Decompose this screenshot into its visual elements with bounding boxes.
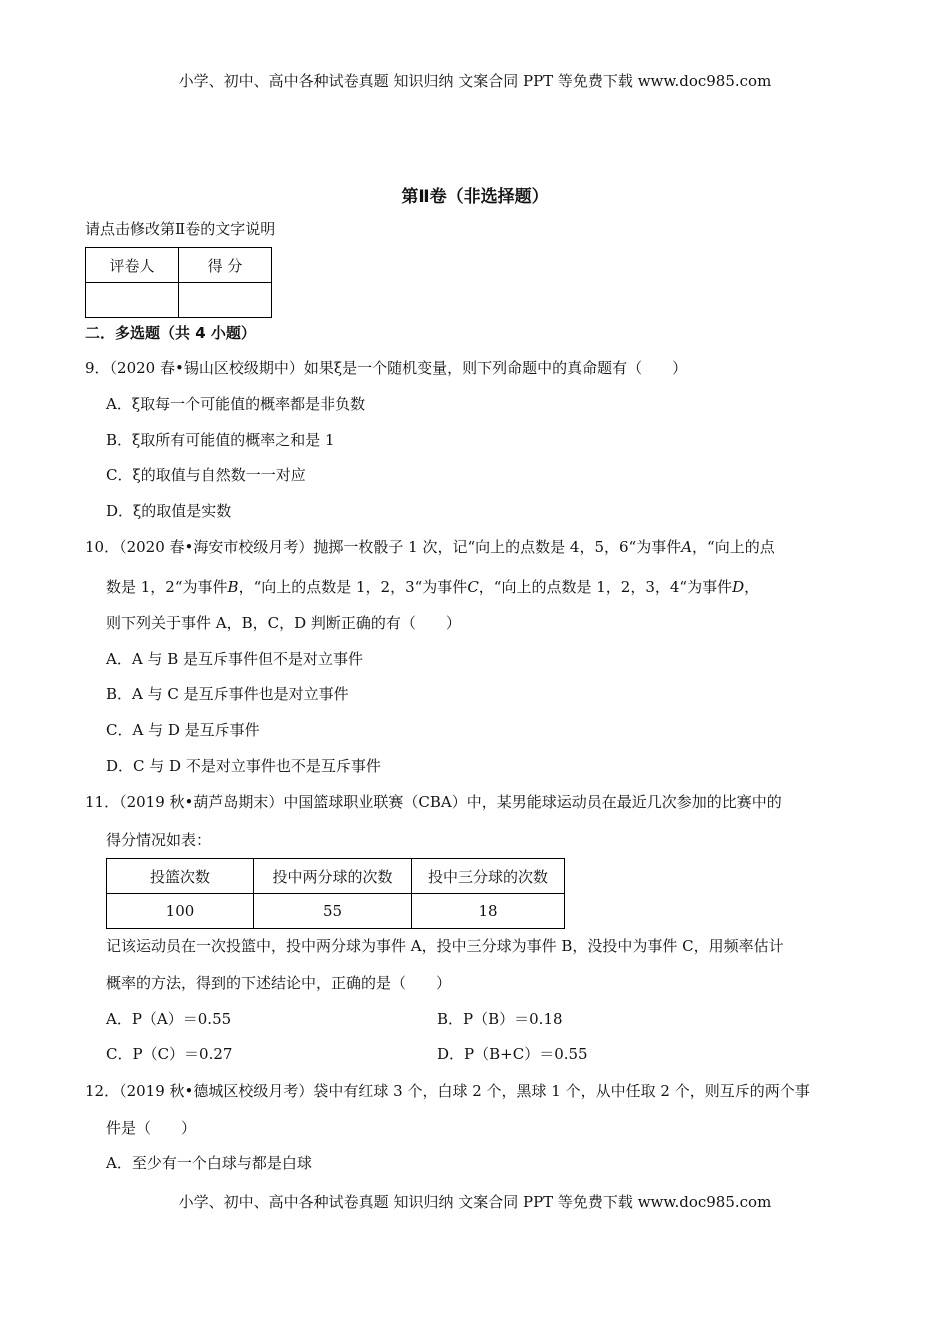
q12-stem-line1: 12．（2019 秋•德城区校级月考）袋中有红球 3 个，白球 2 个，黑球 1 个，从中任取 2 个，则互斥的两个事 xyxy=(85,1082,810,1100)
shots-table-cell: 55 xyxy=(254,894,412,929)
q10-stem-line2 xyxy=(106,576,759,597)
q11-option-b: B．P（B）＝0.18 xyxy=(437,1010,563,1028)
shots-table-header: 投篮次数 xyxy=(107,859,254,894)
q11-option-d: D．P（B+C）＝0.55 xyxy=(437,1045,588,1063)
q10-l2-c: ，“向上的点数是 1，2，3“为事件 xyxy=(238,578,468,596)
score-table-grader-cell[interactable] xyxy=(86,283,179,318)
q9-stem: 9．（2020 春•锡山区校级期中）如果ξ是一个随机变量，则下列命题中的真命题有（ ） xyxy=(85,359,688,377)
q10-l2-g: ， xyxy=(744,578,760,596)
q10-option-b: B．A 与 C 是互斥事件也是对立事件 xyxy=(106,685,349,703)
score-table xyxy=(85,247,272,318)
q10-l1-text: 10．（2020 春•海安市校级月考）抛掷一枚骰子 1 次，记“向上的点数是 4，5，6“为事件 xyxy=(85,538,682,556)
q10-l1-event-a: A xyxy=(681,538,693,556)
q11-stem-line3: 记该运动员在一次投篮中，投中两分球为事件 A，投中三分球为事件 B，没投中为事件 C，用频率估计 xyxy=(106,937,784,955)
q10-l1-tail: ，“向上的点 xyxy=(692,538,775,556)
shots-table-header: 投中两分球的次数 xyxy=(254,859,412,894)
shots-table xyxy=(106,858,565,929)
section-heading: 二．多选题（共 4 小题） xyxy=(85,324,256,342)
page-header: 小学、初中、高中各种试卷真题 知识归纳 文案合同 PPT 等免费下载 www.doc985.com xyxy=(178,72,772,90)
q12-option-a: A．至少有一个白球与都是白球 xyxy=(106,1154,312,1172)
q11-option-a: A．P（A）＝0.55 xyxy=(106,1010,232,1028)
section-note: 请点击修改第Ⅱ卷的文字说明 xyxy=(85,220,276,238)
q10-l2-a: 数是 1，2“为事件 xyxy=(106,578,228,596)
shots-table-header: 投中三分球的次数 xyxy=(412,859,565,894)
q10-l2-event-b: B xyxy=(227,578,239,596)
q11-option-c: C．P（C）＝0.27 xyxy=(106,1045,233,1063)
q10-option-a: A．A 与 B 是互斥事件但不是对立事件 xyxy=(106,650,363,668)
q12-stem-line2: 件是（ ） xyxy=(106,1119,197,1137)
score-table-score-cell[interactable] xyxy=(179,283,272,318)
q9-option-c: C．ξ的取值与自然数一一对应 xyxy=(106,466,306,484)
q11-stem-line2: 得分情况如表： xyxy=(106,831,212,849)
score-table-grader-header: 评卷人 xyxy=(86,248,179,283)
q9-option-a: A．ξ取每一个可能值的概率都是非负数 xyxy=(106,395,366,413)
page-title: 第Ⅱ卷（非选择题） xyxy=(401,187,549,207)
q10-option-d: D．C 与 D 不是对立事件也不是互斥事件 xyxy=(106,757,381,775)
shots-table-cell: 100 xyxy=(107,894,254,929)
page-footer: 小学、初中、高中各种试卷真题 知识归纳 文案合同 PPT 等免费下载 www.doc985.com xyxy=(178,1193,772,1211)
q11-stem-line4: 概率的方法，得到的下述结论中，正确的是（ ） xyxy=(106,974,452,992)
q10-stem-line3: 则下列关于事件 A，B，C，D 判断正确的有（ ） xyxy=(106,614,461,632)
q10-stem-line1 xyxy=(85,536,775,557)
q10-option-c: C．A 与 D 是互斥事件 xyxy=(106,721,260,739)
q10-l2-event-d: D xyxy=(732,578,745,596)
q11-stem-line1: 11．（2019 秋•葫芦岛期末）中国篮球职业联赛（CBA）中，某男能球运动员在最近几次参加的比赛中的 xyxy=(85,793,782,811)
score-table-score-header: 得 分 xyxy=(179,248,272,283)
q9-option-b: B．ξ取所有可能值的概率之和是 1 xyxy=(106,431,335,449)
q10-l2-event-c: C xyxy=(467,578,479,596)
q10-l2-e: ，“向上的点数是 1，2，3，4“为事件 xyxy=(478,578,733,596)
shots-table-cell: 18 xyxy=(412,894,565,929)
q9-option-d: D．ξ的取值是实数 xyxy=(106,502,232,520)
